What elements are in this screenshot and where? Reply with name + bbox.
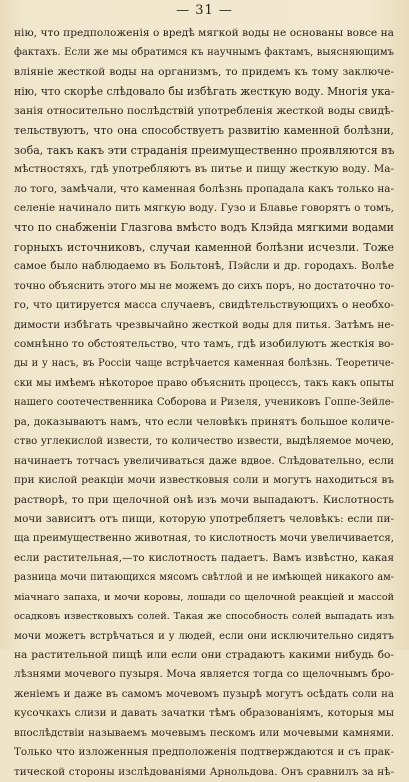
page-number-header: — 31 — <box>176 3 233 18</box>
text-line: осадковъ известковыхъ солей. Такая же способность солей выпадать изъ <box>14 611 394 623</box>
text-line: мѣстностяхъ, гдѣ употребляютъ въ питье и пищу жесткую воду. Ма- <box>14 163 394 176</box>
text-line: Только что изложенныя предположенія подтверждаются и съ прак- <box>14 746 394 759</box>
text-line: горныхъ источниковъ, случаи каменной болѣзни исчезли. Тоже <box>14 240 394 254</box>
text-line: селеніе начинало пить мягкую воду. Гузо и Блавье говорятъ о томъ, <box>14 201 394 214</box>
text-line: ща преимущественно животная, то кислотность мочи увеличивается, <box>14 533 394 545</box>
text-line: на растительной пищѣ или если они страдаютъ какими нибудь бо- <box>14 649 394 661</box>
text-line: при кислой реакціи мочи известковыя соли и могутъ находиться въ <box>14 474 394 487</box>
text-line: го, что цитируется масса случаевъ, свидѣтельствующихъ о необхо- <box>14 299 394 312</box>
text-line: нію, что предположенія о вредѣ мягкой воды не основаны вовсе на <box>14 27 394 39</box>
text-line: ды и у насъ, въ Россіи чаще встрѣчается каменная болѣзнь. Теоретиче- <box>14 358 394 370</box>
text-line: ство углекислой извести, то количество извести, выдѣляемое мочею, <box>14 436 394 448</box>
text-line: вліяніе жесткой воды на организмъ, то придемъ къ тому заключе- <box>14 65 394 78</box>
text-line: нашего соотечественника Соборова и Ризеля, учениковъ Гоппе-Зейле- <box>14 397 394 409</box>
text-line: міачнаго запаха, и мочи коровы, лошади со щелочной реакціей и массой <box>14 591 394 603</box>
text-line: лѣзнями мочевого пузыря. Моча является тогда со щелочнымъ бро- <box>14 668 394 681</box>
text-line: фактахъ. Если же мы обратимся къ научнымъ фактамъ, выясняющимъ <box>14 47 394 59</box>
body-text <box>14 24 394 782</box>
text-line: разница мочи питающихся мясомъ свѣтлой и не имѣющей никакого ам- <box>14 572 394 584</box>
text-line: мочи зависитъ отъ пищи, которую употребляетъ человѣкъ: если пи- <box>14 512 394 525</box>
text-line: зоба, такъ какъ эти страданія преимущественно проявляются въ <box>14 143 394 157</box>
text-line: тельствуютъ, что она способствуетъ развитію каменной болѣзни, <box>14 124 394 138</box>
text-line: ски мы имѣемъ нѣкоторое право объяснить процессъ, такъ какъ опыты <box>14 377 394 389</box>
text-line: сомнѣнно то обстоятельство, что тамъ, гдѣ изобилуютъ жесткія во- <box>14 338 394 350</box>
text-line: растворѣ, то при щелочной онѣ изъ мочи выпадаютъ. Кислотность <box>14 493 394 506</box>
text-line: что по снабженіи Глазгова вмѣсто водъ Клэйда мягкими водами <box>14 221 394 235</box>
text-line: ло того, замѣчали, что каменная болѣзнь пропадала какъ только на- <box>14 182 394 195</box>
text-line: тической стороны изслѣдованіями Арнольдова. Онъ сравнилъ за нѣ- <box>14 765 394 778</box>
text-line: начинаетъ тотчасъ увеличиваться даже вдвое. Слѣдовательно, если <box>14 454 394 467</box>
text-line: самое было наблюдаемо въ Больтонѣ, Пэйсли и др. городахъ. Волѣе <box>14 260 394 273</box>
text-line: занія относительно послѣдствій употребленія жесткой воды свидѣ- <box>14 104 394 117</box>
text-line: точно объяснить этого мы не можемъ до сихъ поръ, но достаточно то- <box>14 280 394 292</box>
text-line: если растительная,—то кислотность падаетъ. Вамъ извѣстно, какая <box>14 551 394 564</box>
text-line: ра, доказываютъ намъ, что если человѣкъ принятъ большое количе- <box>14 415 394 428</box>
text-line: мочи можетъ встрѣчаться и у людей, если они исключительно сидятъ <box>14 630 394 642</box>
text-line: женіемъ и даже въ самомъ мочевомъ пузырѣ могутъ осѣдать соли на <box>14 688 394 700</box>
text-line: кусочкахъ слизи и давать зачатки тѣмъ образованіямъ, которыя мы <box>14 707 394 720</box>
text-line: нію, что скорѣе слѣдовало бы избѣгать жесткую воду. Многія ука- <box>14 85 394 99</box>
text-line: димости избѣгать чрезвычайно жесткой воды для питья. Затѣмъ не- <box>14 318 394 331</box>
text-line: впослѣдствіи называемъ мочевымъ пескомъ или мочевыми камнями. <box>14 727 394 739</box>
